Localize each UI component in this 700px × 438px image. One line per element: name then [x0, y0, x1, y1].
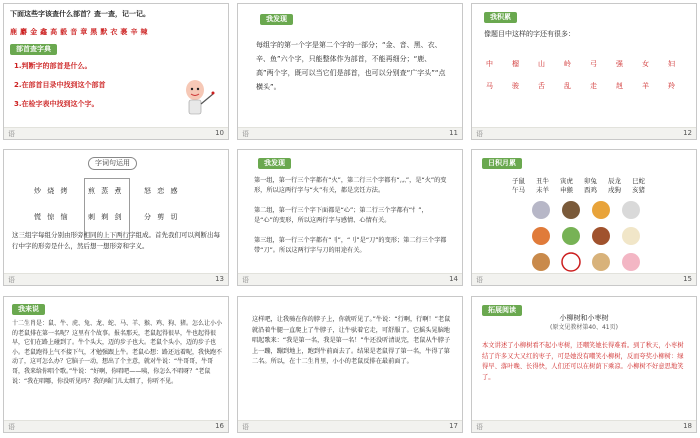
section-tag: 字词句运用	[88, 157, 137, 170]
char-cell: 山	[538, 60, 545, 68]
zodiac-pair: 午马	[512, 186, 525, 194]
sheep-icon	[622, 227, 640, 245]
step-2: 2.在部首目录中找到这个部首	[14, 81, 106, 89]
zodiac-pair: 申猴	[560, 186, 573, 194]
mouse-icon	[532, 201, 550, 219]
step-3: 3.在检字表中找到这个字。	[14, 100, 99, 108]
word-group: 分 剪 切	[144, 213, 180, 221]
zodiac-pair: 辰龙	[608, 177, 621, 185]
char-cell: 羚	[668, 82, 675, 90]
footer-label: 语	[476, 130, 483, 138]
word-group: 慌 惊 恼	[34, 213, 70, 221]
char-cell: 马	[486, 82, 493, 90]
pig-icon	[622, 253, 640, 271]
slide-14[interactable]	[237, 149, 463, 286]
body-text: 这三组字每组分别由形旁相同的上下两行字组成。首先我们可以判断出每行中字的形旁是什么，然后想一想形旁和字义。	[12, 231, 220, 250]
char-cell: 强	[616, 60, 623, 68]
footer-label: 语	[242, 130, 249, 138]
tiger-icon	[592, 201, 610, 219]
zodiac-pair: 子鼠	[512, 177, 525, 185]
section-tag: 我来说	[12, 304, 45, 315]
slide-footer	[472, 420, 696, 432]
char-cell: 榴	[512, 60, 519, 68]
char-cell: 乱	[564, 82, 571, 90]
zodiac-animals-illustration	[527, 198, 657, 274]
slide-16[interactable]	[3, 296, 229, 433]
slide-18[interactable]	[471, 296, 697, 433]
slide-footer	[238, 127, 462, 139]
zodiac-pair: 寅虎	[560, 177, 573, 185]
slide-10[interactable]	[3, 3, 229, 140]
dragon-icon	[532, 227, 550, 245]
section-tag: 拓展阅读	[482, 305, 522, 316]
rooster-icon	[562, 253, 580, 271]
slide-number: 15	[683, 275, 692, 283]
slide-footer	[472, 127, 696, 139]
zodiac-pair: 卯兔	[584, 177, 597, 185]
dog-icon	[592, 253, 610, 271]
footer-label: 语	[242, 276, 249, 284]
char-cell: 羊	[642, 82, 649, 90]
footer-label: 语	[8, 130, 15, 138]
char-list: 鹿 麝 金 鑫 高 毅 音 章 黑 默 衣 裹 辛 辣	[10, 28, 148, 36]
slide-number: 14	[449, 275, 458, 283]
story-text: 这样吧，让我骑在你的脖子上，你就听见了。”牛说：“行啊，行啊！”老鼠就沿着牛腿一直爬上了牛脖子，让牛驮着它走，可舒服了。它摇头晃脑地唱起歌来：“我是第一名，我是第一名！”牛还没听清说完，老鼠从牛脖子上一蹦，蹦到地上，跑到牛前面去了。结果是老鼠得了第一名，牛得了第二名。所以，在十二生肖里，小小的老鼠反排在最前面了。	[252, 316, 451, 365]
slide-footer	[4, 273, 228, 285]
finding-line-3: 第三组，第一行三个字都有“刂”，“刂”是“刀”的变形；第二行三个字都带“刀”。所以这两行字与刀的用途有关。	[254, 237, 447, 254]
section-tag: 部首查字典	[10, 44, 57, 55]
word-group: 炒 烧 烤	[34, 187, 70, 195]
section-tag: 我发现	[260, 14, 293, 25]
section-tag: 我积累	[484, 12, 517, 23]
slide-number: 11	[449, 129, 458, 137]
finding-line-2: 第二组，第一行三个字下面都是“心”；第二行三个字都有“忄”，是“心”的变形，所以这两行字与感情、心情有关。	[254, 207, 428, 224]
char-cell: 舌	[538, 82, 545, 90]
snake-icon	[562, 227, 580, 245]
footer-label: 语	[242, 423, 249, 431]
slide-title: 下面这些字该查什么部首？查一查，记一记。	[10, 10, 150, 18]
slide-footer	[4, 420, 228, 432]
slide-13[interactable]	[3, 149, 229, 286]
slide-footer	[472, 273, 696, 285]
slide-15[interactable]	[471, 149, 697, 286]
zodiac-pair: 巳蛇	[632, 177, 645, 185]
section-tag: 我发现	[258, 158, 291, 169]
slide-12[interactable]	[471, 3, 697, 140]
story-text: 十二生肖是：鼠、牛、虎、兔、龙、蛇、马、羊、猴、鸡、狗、猪。怎么让小小的老鼠排在第一名呢？这里有个故事。报名那天，老鼠起得很早，牛也起得很早，它们在路上碰到了。牛个头大，迈的步子也大。老鼠个头小，迈的步子也小。老鼠跑得上气不接下气，才勉强跟上牛。老鼠心想：路还远着呢，我快跑不动了，这可怎么办？它脑子一动，想出了个主意，就对牛说：“牛哥哥，牛哥哥，我来给你唱个歌。”牛说：“好啊，你唱吧——咦，你怎么不唱呀？”老鼠说：“我在唱哪，你没听见吗？我的嗓门儿太细了，你听不见。	[12, 320, 223, 385]
footer-label: 语	[476, 276, 483, 284]
step-1: 1.判断字的部首是什么。	[14, 62, 92, 70]
char-cell: 骏	[512, 82, 519, 90]
zodiac-pair: 戌狗	[608, 186, 621, 194]
intro-text: 像题目中这样的字还有很多：	[484, 30, 575, 38]
zodiac-pair: 酉鸡	[584, 186, 597, 194]
slide-number: 10	[215, 129, 224, 137]
char-cell: 岭	[564, 60, 571, 68]
reading-title: 小柳树和小枣树	[559, 314, 609, 322]
slide-number: 18	[683, 422, 692, 430]
reading-subtitle: (原文见教材第40、41页)	[550, 324, 618, 331]
slide-footer	[238, 420, 462, 432]
slide-number: 13	[215, 275, 224, 283]
slide-number: 12	[683, 129, 692, 137]
word-group: 怒 恋 感	[144, 187, 180, 195]
ox-icon	[562, 201, 580, 219]
zodiac-pair: 丑牛	[536, 177, 549, 185]
monkey-icon	[532, 253, 550, 271]
pencil-mascot-icon	[180, 76, 216, 120]
footer-label: 语	[8, 423, 15, 431]
slide-footer	[238, 273, 462, 285]
section-tag: 日积月累	[482, 158, 522, 169]
char-cell: 女	[642, 60, 649, 68]
zodiac-pair: 亥猪	[632, 186, 645, 194]
footer-label: 语	[476, 423, 483, 431]
slide-footer	[4, 127, 228, 139]
slide-number: 16	[215, 422, 224, 430]
footer-label: 语	[8, 276, 15, 284]
reading-summary: 本文讲述了小柳树看不起小枣树，还嘲笑她长得难看。到了秋天，小枣树结了许多又大又红的枣子，可是她没有嘲笑小柳树，反而夸奖小柳树：绿得早、落叶晚、长得快，人们还可以在树荫下乘凉。小柳树不好意思地笑了。	[482, 342, 684, 381]
char-cell: 中	[486, 60, 493, 68]
slide-17[interactable]	[237, 296, 463, 433]
finding-line-1: 第一组，第一行三个字都有“火”，第二行三个字都有“灬”，是“火”的变形，所以这两行字与“火”有关，都是烹饪方法。	[254, 177, 447, 194]
rabbit-icon	[622, 201, 640, 219]
slide-number: 17	[449, 422, 458, 430]
zodiac-pair: 未羊	[536, 186, 549, 194]
char-cell: 赳	[616, 82, 623, 90]
horse-icon	[592, 227, 610, 245]
word-group: 刺 剃 剑	[88, 213, 124, 221]
char-cell: 妇	[668, 60, 675, 68]
char-cell: 弓	[590, 60, 597, 68]
body-text: 每组字的第一个字是第二个字的一部分；“金、音、黑、衣、辛、鱼”六个字，只能整体作为部首，不能再细分；“鹿、高”两个字，既可以当它们是部首，也可以分别查“广字头”“点横头”。	[256, 41, 446, 91]
word-group: 煎 蒸 煮	[88, 187, 124, 195]
slide-11[interactable]	[237, 3, 463, 140]
char-cell: 走	[590, 82, 597, 90]
